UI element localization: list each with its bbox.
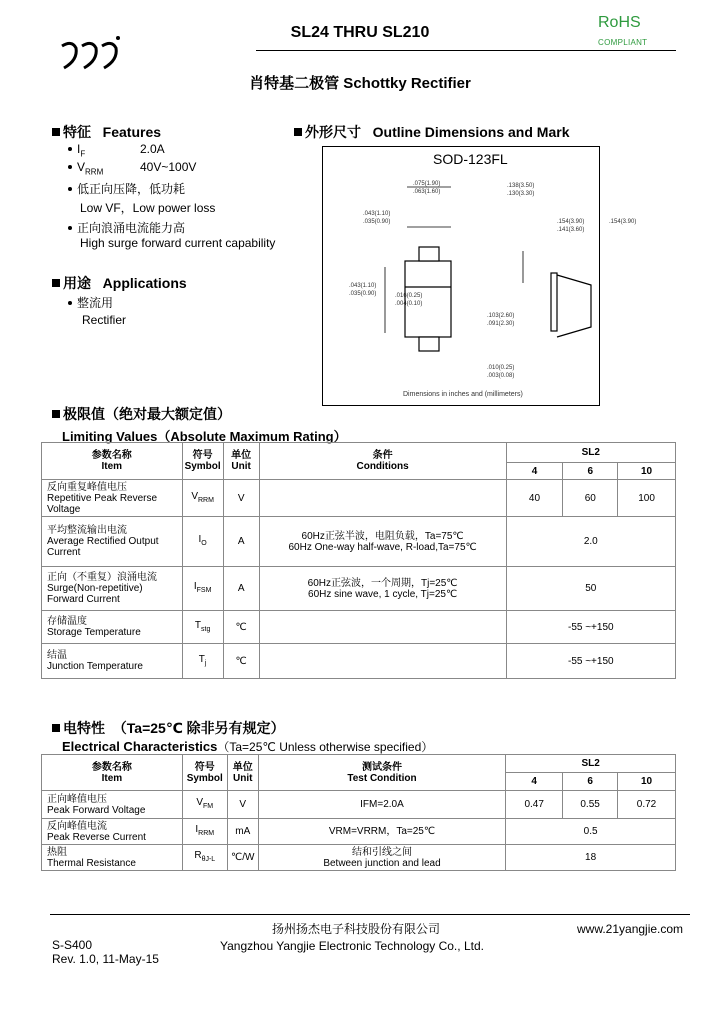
col-symbol-header: 符号 Symbol [182, 443, 223, 480]
page-subtitle: 肖特基二极管 Schottky Rectifier [249, 75, 471, 92]
revision: Rev. 1.0, 11-May-15 [52, 952, 159, 966]
electrical-heading-cn: 电特性 （Ta=25℃ 除非另有规定） [52, 718, 285, 738]
table-row: 反向峰值电流 Peak Reverse Current $I_{RRM}$ mA VRM=VRRM，Ta=25℃ 0.5 [42, 819, 676, 845]
table-row: 结温 Junction Temperature $T_j$ ℃ -55 ~+150 [42, 644, 676, 679]
table-row: 正向（不重复）浪涌电流 Surge(Non-repetitive) Forward Current $I_{FSM}$ A 60Hz正弦波，一个周期，Tj=25℃ 60Hz sine wave, 1 cycle, Tj=25℃ 50 [42, 567, 676, 611]
feature-if: $I_F$ 2.0A [68, 142, 85, 158]
dim-label: .091(2.30) [487, 321, 515, 327]
feature-vrrm: $V_{RRM}$ 40V~100V [68, 160, 103, 176]
col-item-header: 参数名称 Item [42, 443, 183, 480]
feature-surge-en: High surge forward current capability [80, 236, 276, 250]
company-cn: 扬州扬杰电子科技股份有限公司 [272, 922, 441, 936]
limiting-heading-cn: 极限值（绝对最大额定值） [52, 404, 231, 424]
dim-label: .154(3.90) [557, 219, 585, 225]
package-drawing [323, 147, 637, 405]
dim-label: .003(0.08) [487, 373, 515, 379]
feature-surge-cn: 正向浪涌电流能力高 [68, 219, 185, 236]
suffix-4: 4 [506, 463, 563, 480]
dim-label: .063(1.60) [413, 189, 441, 195]
dim-label: .043(1.10) [363, 211, 391, 217]
company-en: Yangzhou Yangjie Electronic Technology Co., Ltd. [220, 939, 484, 953]
application-en: Rectifier [82, 313, 127, 327]
footer-rule [50, 914, 690, 915]
col-cond-header: 测试条件 Test Condition [258, 755, 506, 791]
application-cn: 整流用 [68, 294, 113, 311]
dim-label: .130(3.30) [507, 191, 535, 197]
suffix-10: 10 [618, 463, 676, 480]
table-row: 存储温度 Storage Temperature $T_{stg}$ ℃ -55 ~+150 [42, 611, 676, 644]
limiting-values-table [41, 442, 676, 679]
dim-label: .141(3.60) [557, 227, 585, 233]
package-name: SOD-123FL [433, 151, 508, 167]
page-title: SL24 THRU SL210 [290, 24, 430, 41]
feature-lowvf-en: Low VF，Low power loss [80, 201, 216, 215]
limiting-heading-en: Limiting Values（Absolute Maximum Rating） [62, 429, 347, 444]
dim-label: .154(3.90) [609, 219, 637, 225]
dim-label: .035(0.90) [363, 219, 391, 225]
table-row: 热阻 Thermal Resistance $R_{\theta J-L}$ ℃/W 结和引线之间 Between junction and lead 18 [42, 845, 676, 871]
dim-label: .035(0.90) [349, 291, 377, 297]
rohs-compliant: COMPLIANT [598, 38, 648, 47]
col-symbol-header: 符号 Symbol [182, 755, 227, 791]
col-unit-header: 单位 Unit [223, 443, 259, 480]
suffix-6: 6 [563, 773, 618, 791]
series-header: SL2 [506, 443, 675, 463]
table-row: 平均整流输出电流 Average Rectified Output Current $I_O$ A 60Hz正弦半波，电阻负载，Ta=75℃ 60Hz One-way half-wave, R-load,Ta=75℃ 2.0 [42, 517, 676, 567]
suffix-6: 6 [563, 463, 618, 480]
col-unit-header: 单位 Unit [227, 755, 258, 791]
dim-label: .016(0.25) [395, 293, 423, 299]
col-item-header: 参数名称 Item [42, 755, 183, 791]
electrical-table [41, 754, 676, 871]
suffix-10: 10 [618, 773, 676, 791]
outline-heading: 外形尺寸 Outline Dimensions and Mark [294, 122, 570, 142]
dim-label: .075(1.90) [413, 181, 441, 187]
table-row: 正向峰值电压 Peak Forward Voltage $V_{FM}$ V IFM=2.0A 0.47 0.55 0.72 [42, 791, 676, 819]
dim-label: .138(3.50) [507, 183, 535, 189]
dim-label: .043(1.10) [349, 283, 377, 289]
dim-label: .010(0.25) [487, 365, 515, 371]
dim-label: .004(0.10) [395, 301, 423, 307]
suffix-4: 4 [506, 773, 563, 791]
feature-lowvf-cn: 低正向压降，低功耗 [68, 180, 185, 197]
col-cond-header: 条件 Conditions [259, 443, 506, 480]
features-heading: 特征 Features [52, 122, 161, 142]
applications-heading: 用途 Applications [52, 273, 187, 293]
company-url[interactable]: www.21yangjie.com [577, 922, 684, 936]
document-number: S-S400 [52, 938, 93, 952]
series-header: SL2 [506, 755, 676, 773]
header-rule [256, 50, 676, 51]
electrical-heading-en: Electrical Characteristics（Ta=25℃ Unless otherwise specified） [62, 739, 434, 754]
table-row: 反向重复峰值电压 Repetitive Peak Reverse Voltage $V_{RRM}$ V 40 60 100 [42, 480, 676, 517]
dimension-note: Dimensions in inches and (millimeters) [403, 391, 523, 398]
dim-label: .103(2.60) [487, 313, 515, 319]
package-drawing-box [322, 146, 637, 406]
rohs-mark: RoHS [598, 14, 641, 31]
